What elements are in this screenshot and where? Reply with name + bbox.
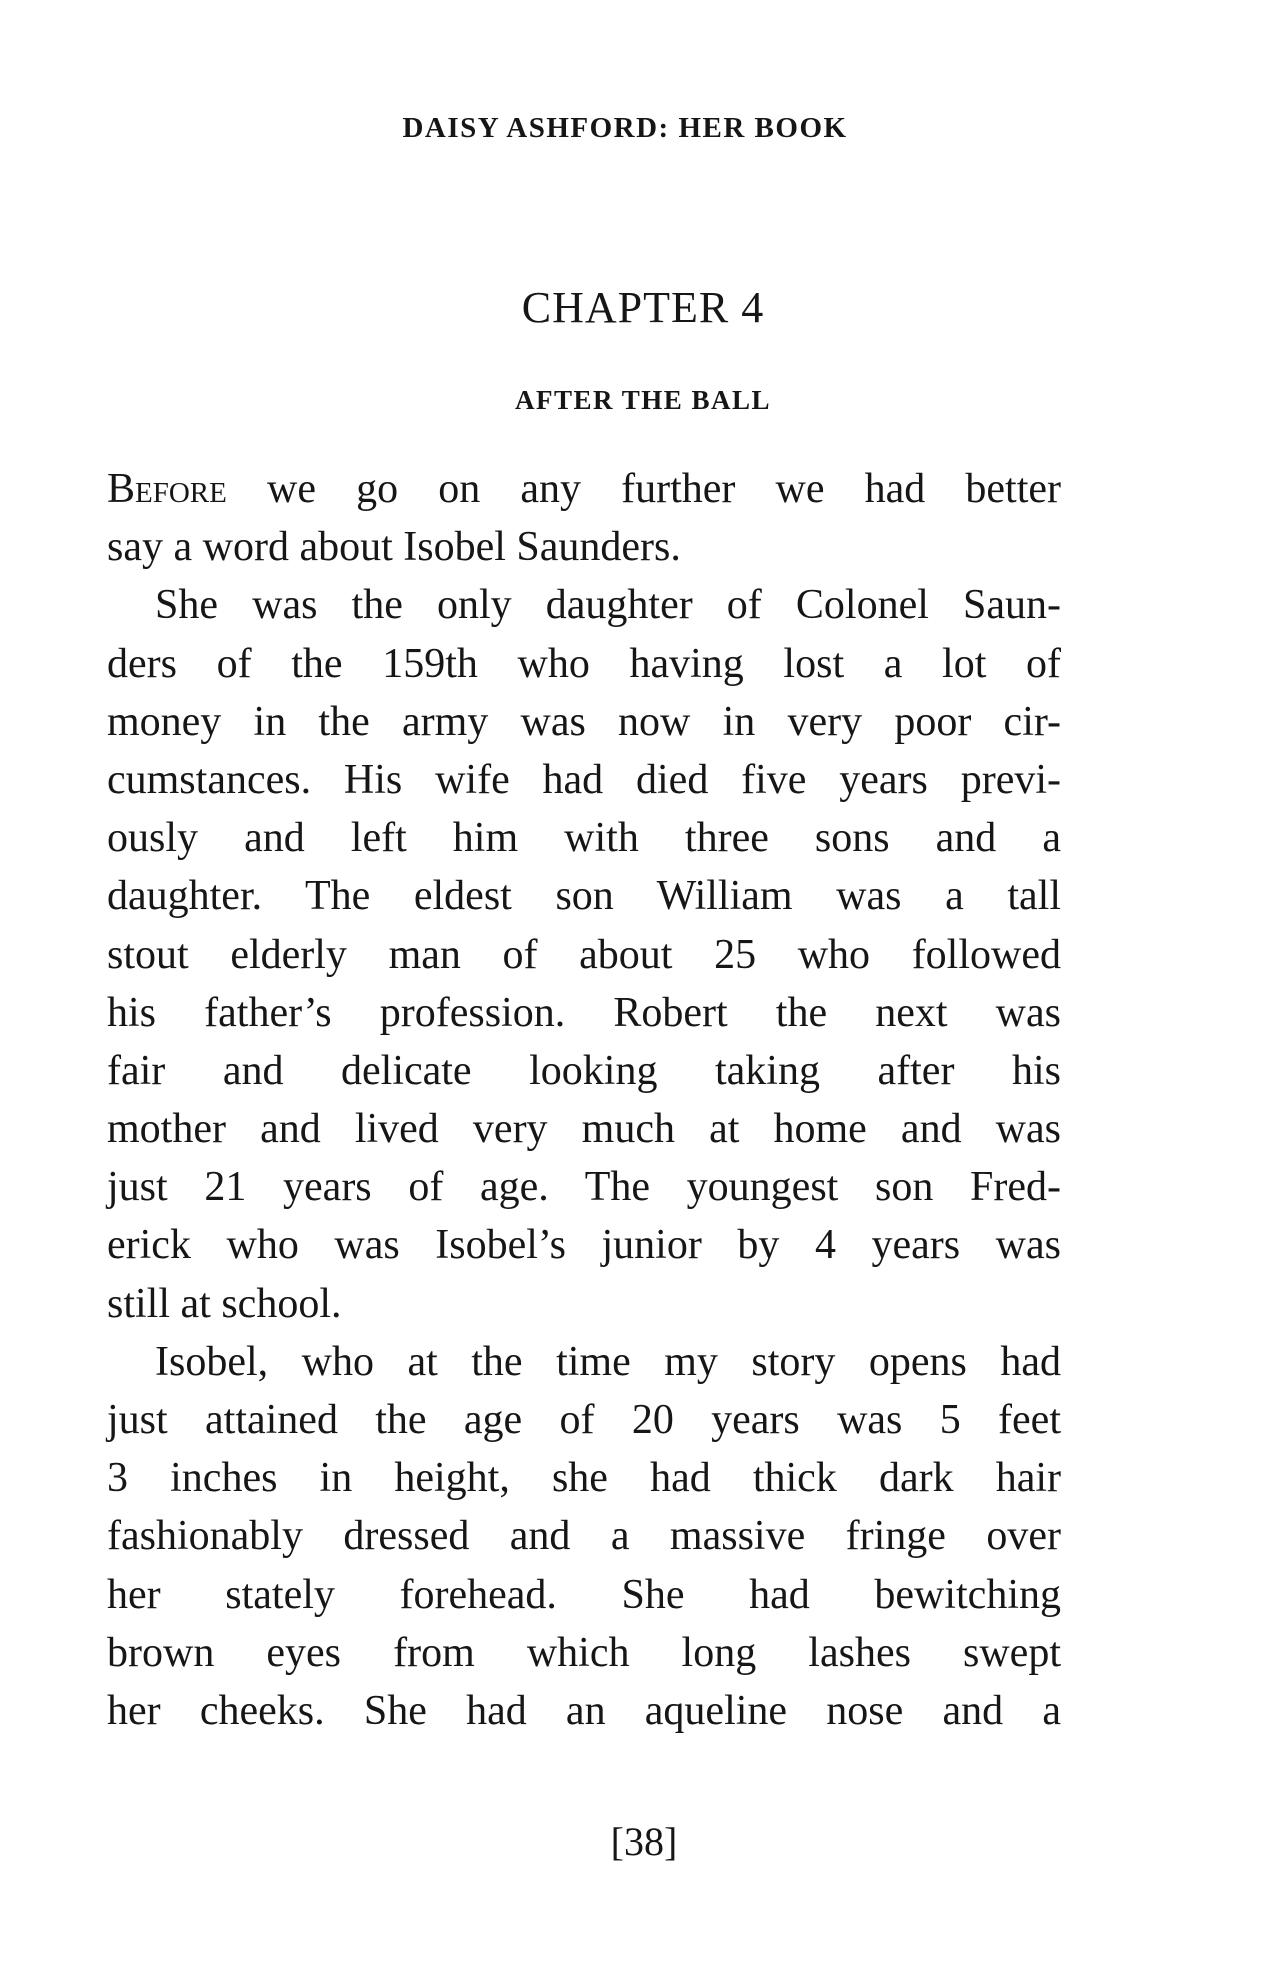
text-line: still at school. — [107, 1280, 342, 1327]
text-line-content: we go on any further we had better — [226, 466, 1061, 512]
chapter-number: CHAPTER 4 — [521, 283, 765, 332]
text-line: ously and left him with three sons and a — [107, 815, 1061, 862]
text-line: mother and lived very much at home and was — [107, 1106, 1061, 1153]
text-line: fair and delicate looking taking after his — [107, 1047, 1061, 1094]
text-line: just 21 years of age. The youngest son Fred- — [107, 1164, 1061, 1211]
text-line: just attained the age of 20 years was 5 feet — [107, 1397, 1061, 1443]
text-line: ders of the 159th who having lost a lot of — [107, 640, 1061, 687]
text-line — [107, 460, 1061, 518]
small-caps-lead-word: Before — [107, 466, 227, 512]
text-line: money in the army was now in very poor cir- — [107, 698, 1061, 745]
body-text — [107, 460, 1061, 1740]
text-line: fashionably dressed and a massive fringe over — [107, 1513, 1061, 1560]
text-line: stout elderly man of about 25 who followed — [107, 931, 1061, 978]
text-line: 3 inches in height, she had thick dark hair — [107, 1455, 1061, 1502]
text-line: erick who was Isobel’s junior by 4 years was — [107, 1222, 1061, 1269]
page-number: [38] — [610, 1819, 678, 1864]
text-line: cumstances. His wife had died five years previ- — [107, 756, 1061, 803]
text-line: his father’s profession. Robert the next was — [107, 989, 1061, 1036]
text-line: her cheeks. She had an aqueline nose and a — [107, 1687, 1061, 1734]
text-line: Isobel, who at the time my story opens had — [155, 1338, 1061, 1385]
running-head: DAISY ASHFORD: HER BOOK — [402, 112, 848, 144]
chapter-title: AFTER THE BALL — [514, 385, 772, 415]
text-line: She was the only daughter of Colonel Saun- — [155, 582, 1061, 629]
text-line: her stately forehead. She had bewitching — [107, 1571, 1061, 1618]
text-line: brown eyes from which long lashes swept — [107, 1629, 1061, 1676]
text-line: say a word about Isobel Saunders. — [107, 524, 681, 571]
text-line: daughter. The eldest son William was a tall — [107, 873, 1061, 920]
